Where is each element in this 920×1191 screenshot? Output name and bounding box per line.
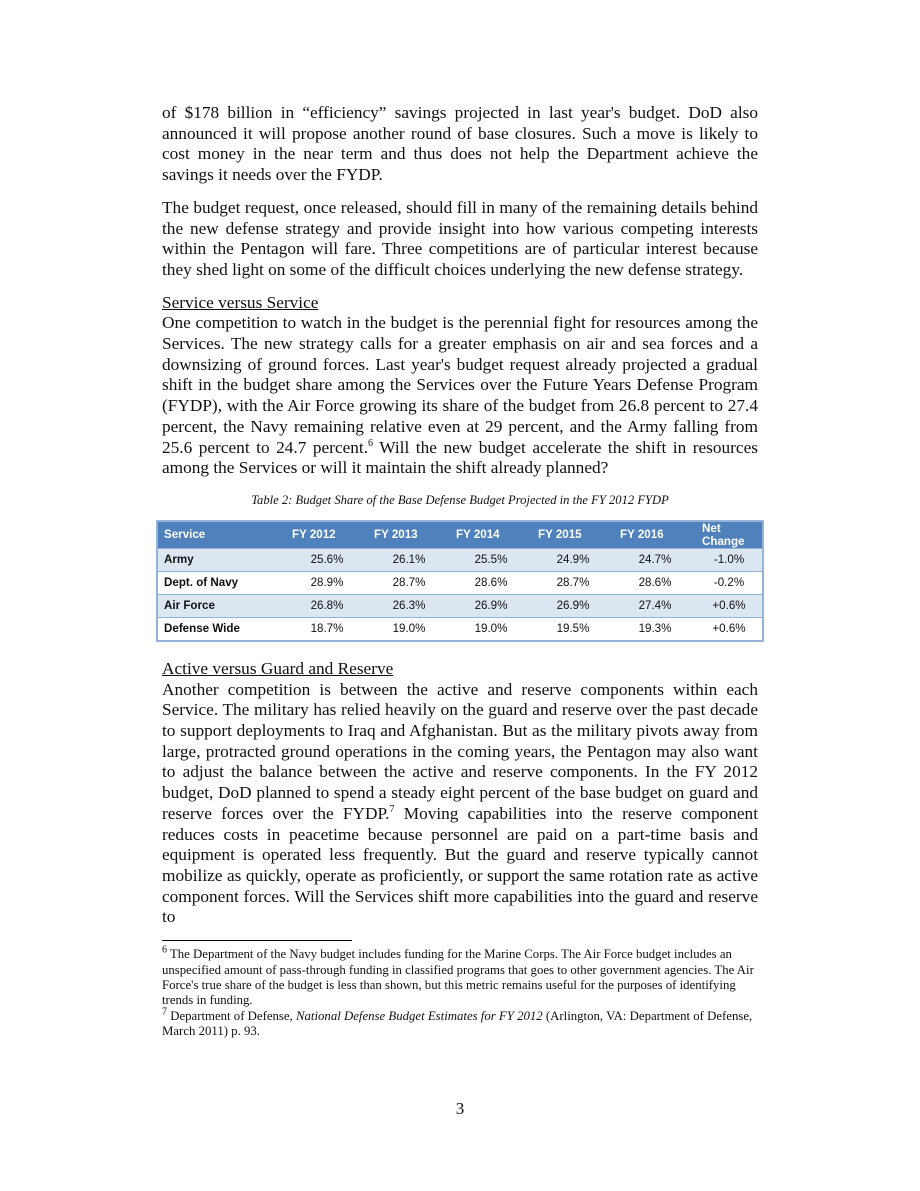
table-row xyxy=(157,571,763,594)
header-fy2012: FY 2012 xyxy=(286,521,368,549)
header-fy2015: FY 2015 xyxy=(532,521,614,549)
heading-service-versus-service: Service versus Service xyxy=(162,292,319,312)
cell-value: 19.0% xyxy=(368,617,450,641)
cell-service: Defense Wide xyxy=(157,617,286,641)
footnote-6-text: The Department of the Navy budget includes funding for the Marine Corps. The Air Force budget includes an unspecified amount of pass-through funding in classified programs that goes to other government agencies. The Air Force's true share of the budget is less than shown, but this metric remains useful for the purposes of identifying trends in funding. xyxy=(162,947,754,1008)
cell-value: 19.0% xyxy=(450,617,532,641)
cell-value: 28.9% xyxy=(286,571,368,594)
cell-value: 18.7% xyxy=(286,617,368,641)
footnote-ref-6: 6 xyxy=(368,437,374,449)
page-content xyxy=(162,103,758,1040)
cell-service: Air Force xyxy=(157,594,286,617)
cell-value: 26.1% xyxy=(368,548,450,571)
footnote-7-title: National Defense Budget Estimates for FY 2012 xyxy=(295,1008,543,1023)
footnote-7 xyxy=(162,1006,758,1040)
cell-value: 28.6% xyxy=(614,571,696,594)
table-row xyxy=(157,617,763,641)
paragraph-service-text: One competition to watch in the budget is the perennial fight for resources among the Services. The new strategy calls for a greater emphasis on air and sea forces and a downsizing of ground forces. Last year's budget request already projected a gradual shift in the budget share among the Services over the Future Years Defense Program (FYDP), with the Air Force growing its share of the budget from 26.8 percent to 27.4 percent, the Navy remaining relative even at 29 percent, and the Army falling from 25.6 percent to 24.7 percent. xyxy=(162,313,758,457)
cell-net-change: +0.6% xyxy=(696,617,763,641)
footnote-number-7: 7 xyxy=(162,1006,167,1018)
page-number: 3 xyxy=(455,1099,465,1118)
paragraph-budget-request: The budget request, once released, should fill in many of the remaining details behind the new defense strategy and provide insight into how various competing interests within the Pentagon will fare. Three competitions are of particular interest because they shed light on some of the difficult choices underlying the new defense strategy. xyxy=(162,197,758,279)
cell-service: Dept. of Navy xyxy=(157,571,286,594)
table-header-row xyxy=(157,521,763,549)
cell-value: 28.7% xyxy=(532,571,614,594)
table-caption: Table 2: Budget Share of the Base Defense Budget Projected in the FY 2012 FYDP xyxy=(251,492,669,507)
cell-value: 24.9% xyxy=(532,548,614,571)
heading-active-versus-guard: Active versus Guard and Reserve xyxy=(162,658,394,678)
header-fy2014: FY 2014 xyxy=(450,521,532,549)
cell-value: 25.5% xyxy=(450,548,532,571)
cell-value: 26.3% xyxy=(368,594,450,617)
budget-share-table xyxy=(156,520,764,642)
cell-net-change: -1.0% xyxy=(696,548,763,571)
cell-value: 28.7% xyxy=(368,571,450,594)
paragraph-active-text: Another competition is between the active and reserve components within each Service. The military has relied heavily on the guard and reserve over the past decade to support deployments to Iraq and Afghanistan. But as the military pivots away from large, protracted ground operations in the coming years, the Pentagon may also want to adjust the balance between the active and reserve components. In the FY 2012 budget, DoD planned to spend a steady eight percent of the base budget on guard and reserve forces over the FYDP. xyxy=(162,679,758,823)
cell-value: 26.9% xyxy=(450,594,532,617)
header-fy2013: FY 2013 xyxy=(368,521,450,549)
header-service: Service xyxy=(157,521,286,549)
cell-value: 19.3% xyxy=(614,617,696,641)
cell-net-change: -0.2% xyxy=(696,571,763,594)
paragraph-active-reserve xyxy=(162,680,758,928)
cell-value: 19.5% xyxy=(532,617,614,641)
table-row xyxy=(157,548,763,571)
cell-value: 28.6% xyxy=(450,571,532,594)
header-net-change: Net Change xyxy=(696,521,763,549)
cell-value: 27.4% xyxy=(614,594,696,617)
cell-value: 26.8% xyxy=(286,594,368,617)
cell-service: Army xyxy=(157,548,286,571)
cell-net-change: +0.6% xyxy=(696,594,763,617)
footnote-7-text-b: (Arlington, VA: Department of Defense, March 2011) p. 93. xyxy=(162,1008,753,1039)
paragraph-efficiency-savings: of $178 billion in “efficiency” savings projected in last year's budget. DoD also announced it will propose another round of base closures. Such a move is likely to cost money in the near term and thus does not help the Department achieve the savings it needs over the FYDP. xyxy=(162,103,758,185)
cell-value: 25.6% xyxy=(286,548,368,571)
footnote-divider xyxy=(162,940,352,941)
footnote-ref-7: 7 xyxy=(389,804,395,816)
footnote-number-6: 6 xyxy=(162,944,167,956)
header-fy2016: FY 2016 xyxy=(614,521,696,549)
paragraph-active-text-cont: Moving capabilities into the reserve component reduces costs in peacetime because personnel are paid on a part-time basis and equipment is operated less frequently. But the guard and reserve typically cannot mobilize as quickly, operate as proficiently, or support the same rotation rate as active component forces. Will the Services shift more capabilities into the guard and reserve to xyxy=(162,803,758,927)
paragraph-service-text-cont: Will the new budget accelerate the shift in resources among the Services or will it maintain the shift already planned? xyxy=(162,437,758,478)
table-row xyxy=(157,594,763,617)
cell-value: 26.9% xyxy=(532,594,614,617)
paragraph-service-competition xyxy=(162,313,758,479)
footnote-7-text-a: Department of Defense, xyxy=(167,1008,296,1023)
cell-value: 24.7% xyxy=(614,548,696,571)
footnote-6 xyxy=(162,944,758,1009)
